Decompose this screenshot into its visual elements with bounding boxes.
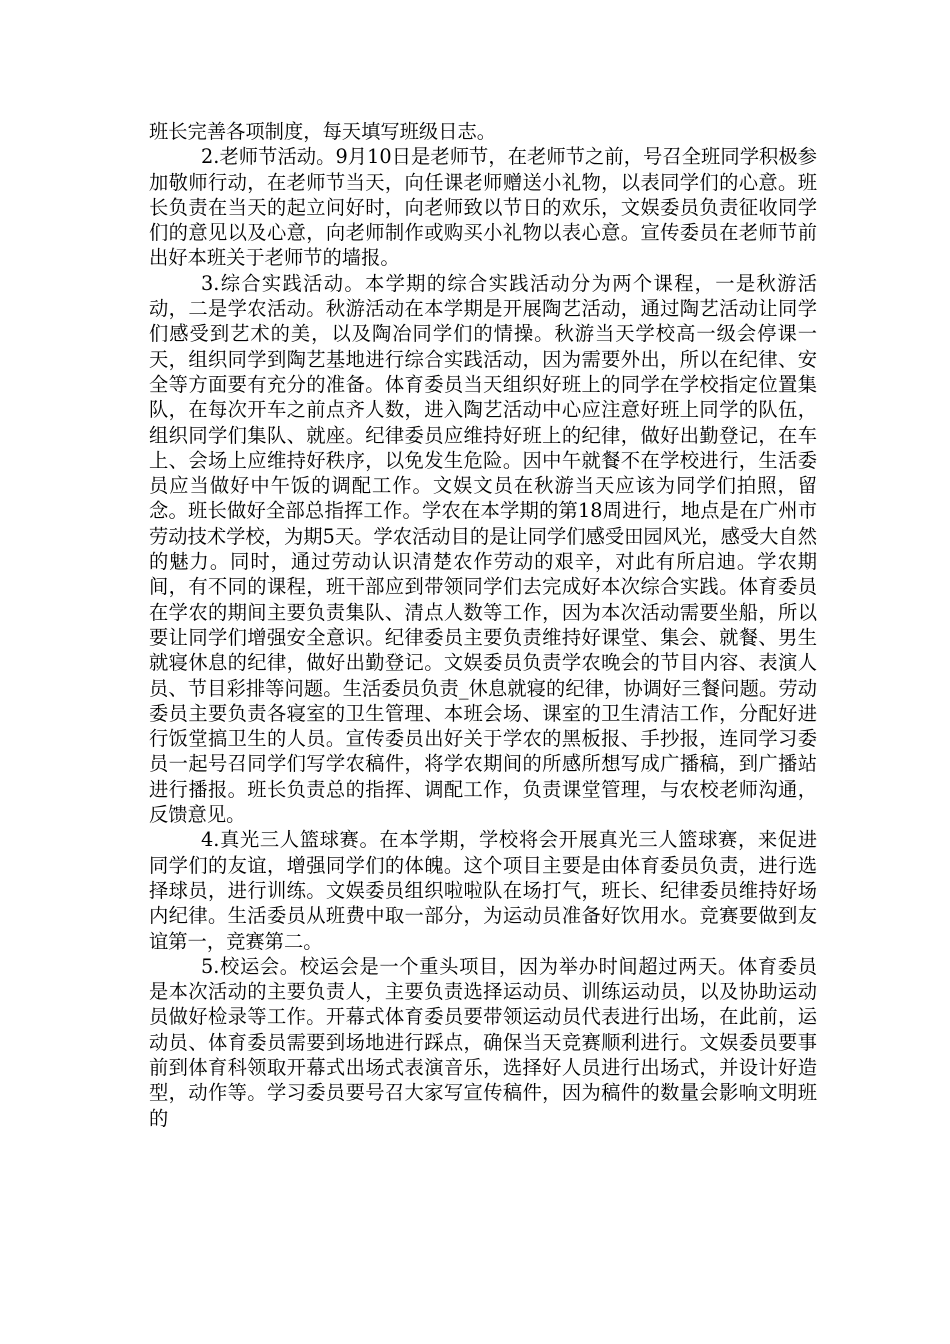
paragraph-practice-activity: 3.综合实践活动。本学期的综合实践活动分为两个课程，一是秋游活动，二是学农活动。秋游活动在本学期是开展陶艺活动，通过陶艺活动让同学们感受到艺术的美，以及陶冶同学们的情操。秋游当天学校高一级会停课一天，组织同学到陶艺基地进行综合实践活动，因为需要外出，所以在纪律、安全等方面要有充分的准备。体育委员当天组织好班上的同学在学校指定位置集队，在每次开车之前点齐人数，进入陶艺活动中心应注意好班上同学的队伍，组织同学们集队、就座。纪律委员应维持好班上的纪律，做好出勤登记，在车上、会场上应维持好秩序，以免发生危险。因中午就餐不在学校进行，生活委员应当做好中午饭的调配工作。文娱文员在秋游当天应该为同学们拍照，留念。班长做好全部总指挥工作。学农在本学期的第18周进行，地点是在广州市劳动技术学校，为期5天。学农活动目的是让同学们感受田园风光，感受大自然的魅力。同时，通过劳动认识清楚农作劳动的艰辛，对此有所启迪。学农期间，有不同的课程，班干部应到带领同学们去完成好本次综合实践。体育委员在学农的期间主要负责集队、清点人数等工作，因为本次活动需要坐船，所以要让同学们增强安全意识。纪律委员主要负责维持好课堂、集会、就餐、男生就寝休息的纪律，做好出勤登记。文娱委员负责学农晚会的节目内容、表演人员、节目彩排等问题。生活委员负责_休息就寝的纪律，协调好三餐问题。劳动委员主要负责各寝室的卫生管理、本班会场、课室的卫生清洁工作，分配好进行饭堂搞卫生的人员。宣传委员出好关于学农的黑板报、手抄报，连同学习委员一起号召同学们写学农稿件，将学农期间的所感所想写成广播稿，到广播站进行播报。班长负责总的指挥、调配工作，负责课堂管理，与农校老师沟通，反馈意见。 bbox=[149, 271, 817, 827]
paragraph-basketball: 4.真光三人篮球赛。在本学期，学校将会开展真光三人篮球赛，来促进同学们的友谊，增强同学们的体魄。这个项目主要是由体育委员负责，进行选择球员，进行训练。文娱委员组织啦啦队在场打气，班长、纪律委员维持好场内纪律。生活委员从班费中取一部分，为运动员准备好饮用水。竞赛要做到友谊第一，竞赛第二。 bbox=[149, 828, 817, 953]
paragraph-teachers-day: 2.老师节活动。9月10日是老师节，在老师节之前，号召全班同学积极参加敬师行动，在老师节当天，向任课老师赠送小礼物，以表同学们的心意。班长负责在当天的起立问好时，向老师致以节日的欢乐，文娱委员负责征收同学们的意见以及心意，向老师制作或购买小礼物以表心意。宣传委员在老师节前出好本班关于老师节的墙报。 bbox=[149, 145, 817, 270]
paragraph-continuation: 班长完善各项制度，每天填写班级日志。 bbox=[149, 120, 497, 143]
document-body bbox=[149, 119, 817, 1131]
paragraph-sports-meet: 5.校运会。校运会是一个重头项目，因为举办时间超过两天。体育委员是本次活动的主要负责人，主要负责选择运动员、训练运动员，以及协助运动员做好检录等工作。开幕式体育委员要带领运动员代表进行出场，在此前，运动员、体育委员需要到场地进行踩点，确保当天竞赛顺利进行。文娱委员要事前到体育科领取开幕式出场式表演音乐，选择好人员进行出场式，并设计好造型，动作等。学习委员要号召大家写宣传稿件，因为稿件的数量会影响文明班的 bbox=[149, 954, 817, 1130]
